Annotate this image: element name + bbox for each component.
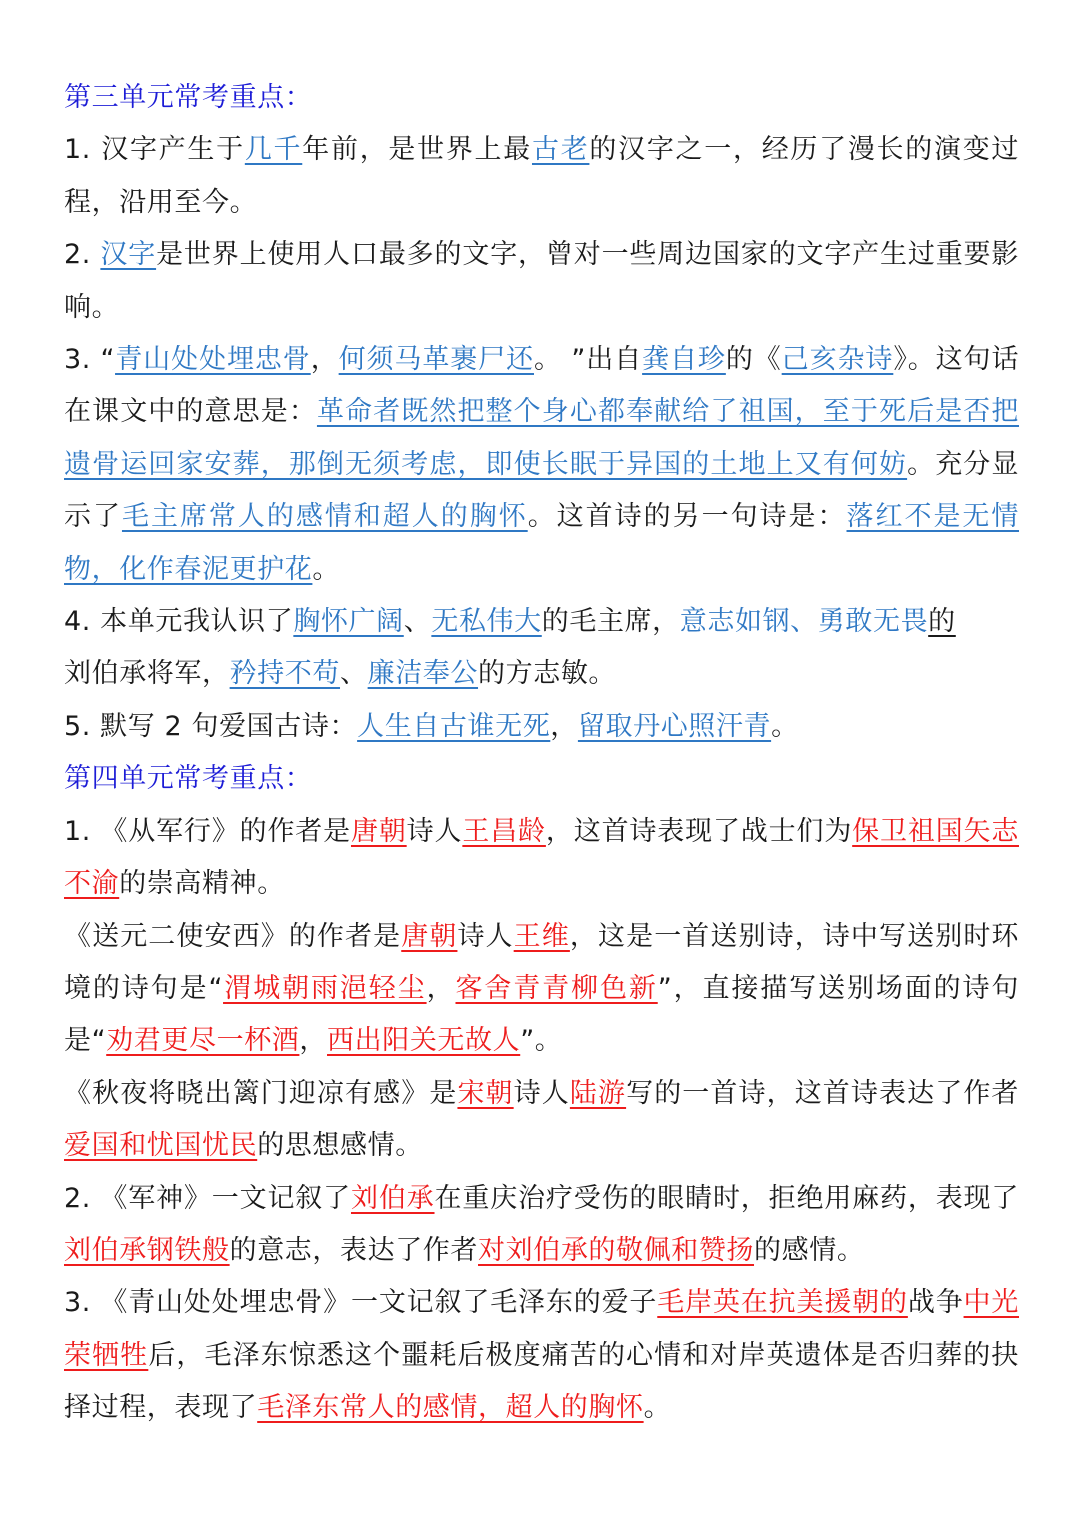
answer: 宋朝 [457, 1077, 514, 1109]
text: 的意志，表达了作者 [229, 1234, 479, 1266]
text: 的方志敏。 [478, 658, 617, 690]
answer: 劝君更尽一杯酒 [106, 1025, 300, 1057]
unit4-item-1c [64, 1068, 1019, 1173]
text: 战争 [907, 1287, 964, 1319]
answer: 人生自古谁无死 [357, 710, 551, 742]
text: 。 ”出自 [534, 344, 643, 376]
text: 写的一首诗，这首诗表达了作者 [626, 1077, 1020, 1109]
unit4-item-1b [64, 911, 1019, 1068]
answer: 爱国和忧国忧民 [64, 1130, 258, 1162]
text: ”，直接描写送别场面的诗句是“ [64, 972, 1020, 1057]
text: 3. 《青山处处埋忠骨》一文记叙了毛泽东的爱子 [64, 1287, 658, 1319]
text: 2. 《军神》一文记叙了 [64, 1182, 351, 1214]
text: 4. 本单元我认识了 [64, 606, 294, 638]
text: ， [550, 710, 578, 742]
answer: 唐朝 [350, 815, 407, 847]
answer: 客舍青青柳色新 [455, 972, 658, 1004]
text: 《送元二使安西》的作者是 [64, 920, 402, 952]
text: 。这首诗的另一句诗是： [527, 501, 847, 533]
text: ， [426, 972, 456, 1004]
text: 的 [928, 606, 956, 638]
text: ， [299, 1025, 328, 1057]
text: 后，毛泽东惊悉这个噩耗后极度痛苦的心情和对岸英遗体是否归葬的抉择过程，表现了 [64, 1339, 1019, 1424]
answer: 胸怀广阔 [293, 606, 404, 638]
text: 。充分显示了 [64, 448, 1020, 533]
text: ， [310, 344, 339, 376]
text: 的《 [725, 344, 782, 376]
answer: 留取丹心照汗青 [577, 710, 772, 742]
text: 5. 默写 2 句爱国古诗： [64, 710, 358, 742]
text: 》。这句话在课文中的意思是： [64, 344, 1020, 428]
answer: 矜持不苟 [229, 658, 341, 690]
text: 2. [64, 239, 101, 271]
answer: 保卫祖国矢志不渝 [64, 815, 1019, 900]
unit3-item-5 [64, 701, 1019, 753]
answer: 意志如钢、勇敢无畏 [679, 606, 929, 638]
answer: 对刘伯承的敬佩和赞扬 [478, 1234, 755, 1266]
text: ”。 [520, 1025, 563, 1057]
answer: 龚自珍 [642, 344, 726, 376]
text: 3. “ [64, 344, 116, 376]
text: 诗人 [406, 815, 463, 847]
answer: 毛主席常人的感情和超人的胸怀 [121, 501, 528, 533]
answer: 青山处处埋忠骨 [115, 344, 311, 376]
text: 刘伯承将军， [64, 658, 230, 690]
text: 年前，是世界上最 [302, 134, 532, 166]
text: 诗人 [513, 1077, 570, 1109]
text: 在重庆治疗受伤的眼睛时，拒绝用麻药，表现了 [434, 1182, 1019, 1214]
text: ，这首诗表现了战士们为 [545, 815, 853, 847]
unit4-item-3 [64, 1277, 1019, 1434]
unit3-item-4 [64, 596, 1019, 701]
answer: 无私伟大 [431, 606, 542, 638]
text: 的思想感情。 [257, 1130, 423, 1162]
text: 的汉字之一，经历了漫长的演变过程，沿用至今。 [64, 134, 1020, 218]
answer: 己亥杂诗 [781, 344, 894, 376]
text: 的崇高精神。 [119, 868, 285, 900]
text: 、 [340, 658, 368, 690]
unit4-item-2 [64, 1173, 1019, 1278]
answer: 廉洁奉公 [367, 658, 479, 690]
answer: 中光荣牺牲 [64, 1287, 1019, 1371]
answer: 何须马革裹尸还 [338, 344, 534, 376]
text: 、 [403, 606, 432, 638]
unit3-item-2 [64, 229, 1019, 334]
unit3-heading: 第三单元常考重点： [64, 82, 313, 113]
answer: 渭城朝雨浥轻尘 [223, 972, 427, 1004]
text: 的感情。 [754, 1234, 865, 1266]
answer: 几千 [244, 134, 303, 166]
answer: 王维 [513, 920, 570, 952]
unit4-heading: 第四单元常考重点： [64, 763, 313, 795]
text: 《秋夜将晓出篱门迎凉有感》是 [64, 1077, 458, 1109]
answer: 汉字 [100, 239, 157, 271]
text: ，这是一首送别诗，诗中写送别时环境的诗句是“ [64, 920, 1020, 1004]
answer: 西出阳关无故人 [327, 1025, 521, 1057]
text: 诗人 [457, 920, 514, 952]
answer: 唐朝 [401, 920, 458, 952]
unit3-item-1 [64, 124, 1019, 229]
text: 1. 汉字产生于 [64, 134, 245, 166]
answer: 革命者既然把整个身心都奉献给了祖国，至于死后是否把遗骨运回家安葬，那倒无须考虑，即使长眠于异国的土地上又有何妨 [64, 396, 1020, 480]
text: 。 [771, 710, 799, 742]
answer: 毛泽东常人的感情，超人的胸怀 [257, 1392, 644, 1424]
document-page [64, 72, 1019, 1435]
answer: 落红不是无情物，化作春泥更护花 [64, 501, 1020, 585]
text: 。 [312, 553, 341, 585]
answer: 毛岸英在抗美援朝的 [657, 1287, 908, 1319]
text: 是世界上使用人口最多的文字，曾对一些周边国家的文字产生过重要影响。 [64, 239, 1019, 323]
answer: 古老 [531, 134, 590, 166]
text: 1. 《从军行》的作者是 [64, 815, 351, 847]
answer: 陆游 [569, 1077, 627, 1109]
answer: 刘伯承钢铁般 [64, 1234, 230, 1266]
text: 。 [643, 1392, 672, 1424]
unit4-item-1 [64, 806, 1019, 911]
text: 的毛主席， [541, 606, 680, 638]
answer: 刘伯承 [350, 1182, 435, 1214]
answer: 王昌龄 [462, 815, 546, 847]
unit3-item-3 [64, 334, 1019, 596]
